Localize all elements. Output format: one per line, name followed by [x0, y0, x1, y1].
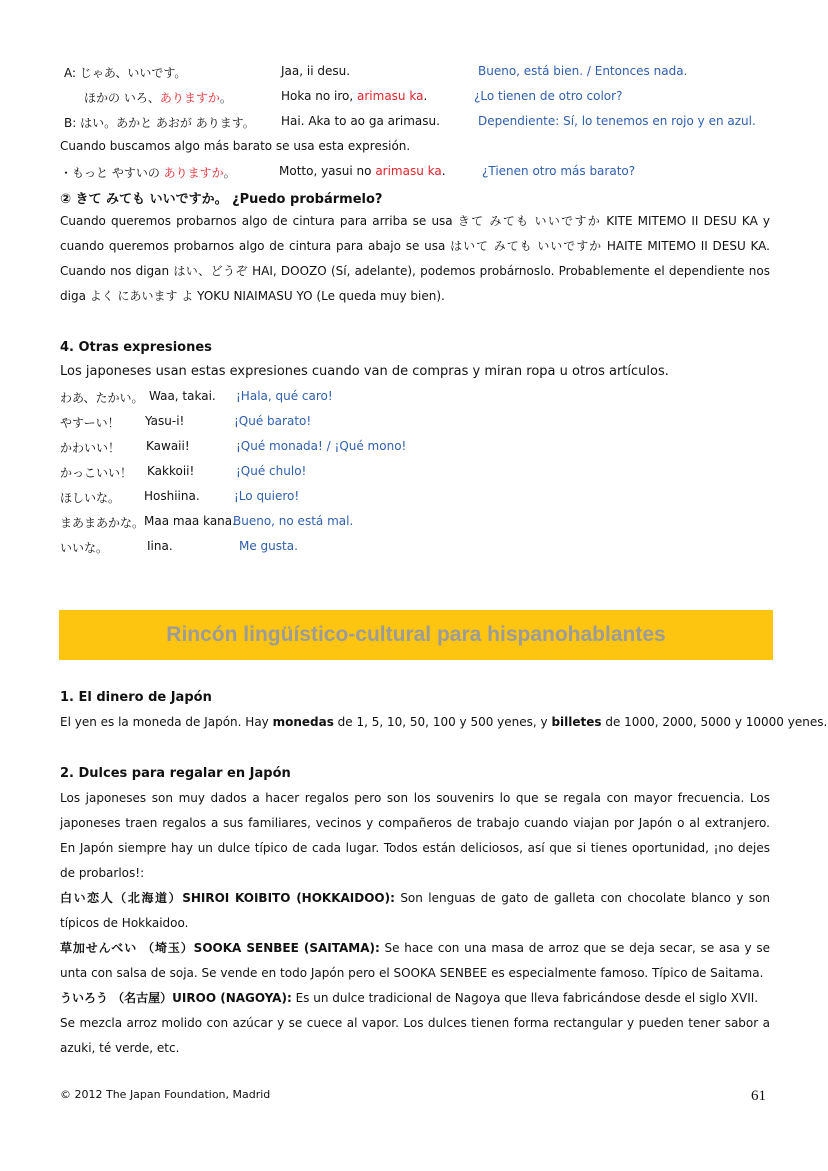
- expression-japanese: まあまあかな。: [60, 516, 145, 530]
- section-4-intro: Los japoneses usan estas expresiones cuando van de compras y miran ropa u otros artículos.: [60, 364, 669, 379]
- dialogue-row-4-japanese: ・もっと やすいの ありますか。: [60, 166, 236, 180]
- cheaper-intro: Cuando buscamos algo más barato se usa esta expresión.: [60, 139, 411, 153]
- banner-title: Rincón lingüístico-cultural para hispanohablantes: [166, 623, 666, 646]
- try-on-heading: ② きて みても いいですか。 ¿Puedo probármelo?: [60, 192, 383, 207]
- expression-spanish: ¡Qué chulo!: [236, 464, 307, 478]
- expression-japanese: わあ、たかい。: [60, 391, 144, 405]
- expression-romaji: Yasu-i!: [145, 414, 185, 428]
- dialogue-row-3-spanish: Dependiente: Sí, lo tenemos en rojo y en azul.: [478, 114, 756, 128]
- expression-japanese: いいな。: [60, 541, 109, 555]
- expression-spanish: ¡Qué monada! / ¡Qué mono!: [236, 439, 407, 453]
- try-on-paragraph: Cuando queremos probarnos algo de cintura para arriba se usa きて みても いいですか KITE MITEMO II DESU KA y cuando queremos probarnos algo de cintura para abajo se usa はいて みても いいですか HAITE MITEMO II DESU KA. Cuando nos digan はい、どうぞ HAI, DOOZO (Sí, adelante), podemos probárnoslo. Probablemente el dependiente nos diga よく にあいます よ YOKU NIAIMASU YO (Le queda muy bien).: [60, 214, 770, 303]
- sweet-item: 白い恋人（北海道）SHIROI KOIBITO (HOKKAIDOO): Son lenguas de gato de galleta con chocolate blanco y son típicos de Hokkaidoo.: [60, 891, 771, 930]
- expression-romaji: Iina.: [147, 539, 173, 553]
- sweets-heading: 2. Dulces para regalar en Japón: [60, 766, 291, 781]
- expression-japanese: やすーい！: [60, 416, 120, 430]
- section-4-heading: 4. Otras expresiones: [60, 340, 212, 355]
- sweet-item: 草加せんべい （埼玉）SOOKA SENBEE (SAITAMA): Se hace con una masa de arroz que se deja secar, se asa y se unta con salsa de soja. Se vende en todo Japón pero el SOOKA SENBEE es especialmente famoso. Típico de Saitama.: [60, 941, 770, 980]
- dialogue-row-2-japanese: ほかの いろ、ありますか。: [84, 91, 232, 105]
- dialogue-row-4-spanish: ¿Tienen otro más barato?: [482, 164, 636, 178]
- dialogue-row-4-romaji: Motto, yasui no arimasu ka.: [279, 164, 446, 178]
- cultural-corner-banner: [59, 610, 773, 660]
- expression-romaji: Kawaii!: [146, 439, 190, 453]
- expression-spanish: Bueno, no está mal.: [233, 514, 354, 528]
- expression-spanish: ¡Hala, qué caro!: [236, 389, 333, 403]
- expression-romaji: Maa maa kana.: [144, 514, 236, 528]
- expression-japanese: かっこいい！: [60, 466, 133, 480]
- expression-romaji: Kakkoii!: [147, 464, 195, 478]
- sweets-body: [60, 786, 770, 1061]
- expression-japanese: ほしいな。: [60, 491, 121, 505]
- dialogue-row-1-japanese: A: じゃあ、いいです。: [64, 66, 187, 80]
- money-paragraph: El yen es la moneda de Japón. Hay monedas de 1, 5, 10, 50, 100 y 500 yenes, y billetes de 1000, 2000, 5000 y 10000 yenes.: [60, 715, 828, 729]
- dialogue-row-3-japanese: B: はい。あかと あおが あります。: [64, 116, 255, 130]
- dialogue-row-3-romaji: Hai. Aka to ao ga arimasu.: [281, 114, 440, 128]
- dialogue-row-2-spanish: ¿Lo tienen de otro color?: [474, 89, 623, 103]
- sweet-item: ういろう （名古屋）UIROO (NAGOYA): Es un dulce tradicional de Nagoya que lleva fabricándose desde el siglo XVII.: [60, 991, 759, 1005]
- expression-spanish: Me gusta.: [239, 539, 298, 553]
- page-number: 61: [751, 1088, 766, 1104]
- expression-romaji: Hoshiina.: [144, 489, 200, 503]
- footer-copyright: © 2012 The Japan Foundation, Madrid: [60, 1088, 271, 1101]
- sweets-closing: Se mezcla arroz molido con azúcar y se cuece al vapor. Los dulces tienen forma rectangular y pueden tener sabor a azuki, té verde, etc.: [60, 1016, 770, 1055]
- expression-spanish: ¡Lo quiero!: [234, 489, 300, 503]
- expression-spanish: ¡Qué barato!: [234, 414, 312, 428]
- sweets-intro: Los japoneses son muy dados a hacer regalos pero son los souvenirs lo que se regala con mayor frecuencia. Los japoneses traen regalos a sus familiares, vecinos y compañeros de trabajo cuando viajan por Japón o al extranjero. En Japón siempre hay un dulce típico de cada lugar. Todos están deliciosos, así que si tienes oportunidad, ¡no dejes de probarlos!:: [60, 791, 770, 880]
- expression-romaji: Waa, takai.: [149, 389, 216, 403]
- money-heading: 1. El dinero de Japón: [60, 690, 212, 705]
- expression-japanese: かわいい！: [60, 441, 121, 455]
- dialogue-row-2-romaji: Hoka no iro, arimasu ka.: [281, 89, 428, 103]
- dialogue-row-1-romaji: Jaa, ii desu.: [281, 64, 351, 78]
- dialogue-row-1-spanish: Bueno, está bien. / Entonces nada.: [478, 64, 688, 78]
